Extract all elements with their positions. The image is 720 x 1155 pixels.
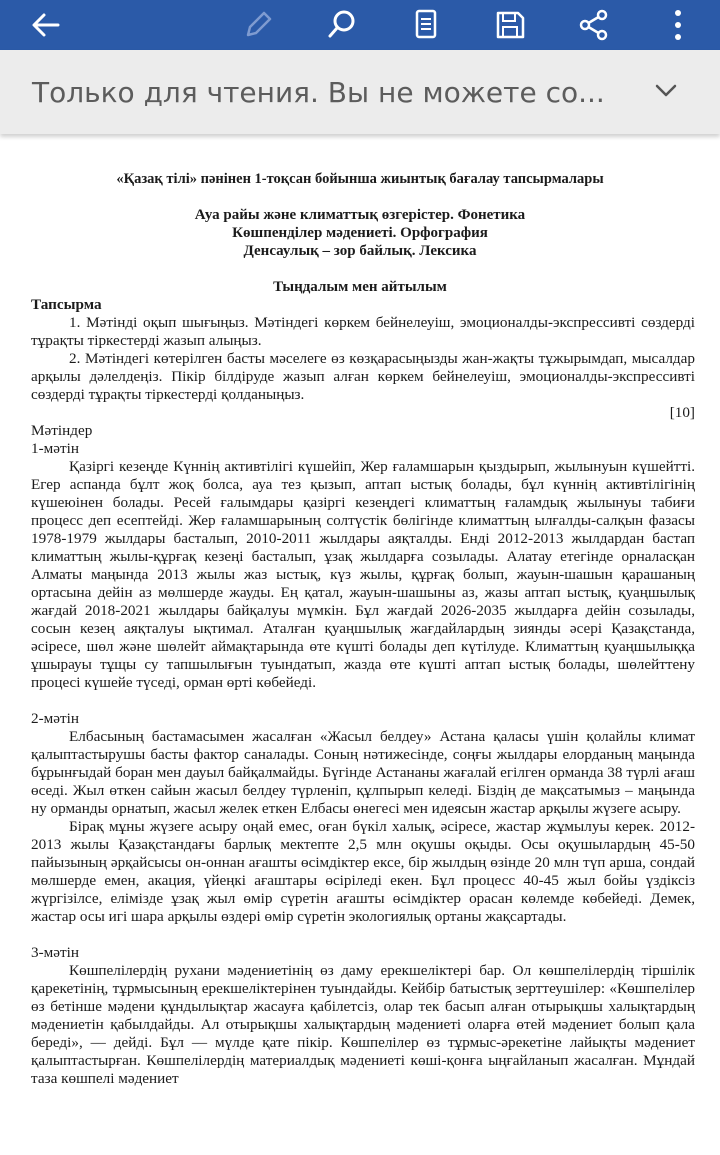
text-paragraph: Елбасының бастамасымен жасалған «Жасыл белдеу» Астана қаласы үшін қолайлы климат қалыптастырушы басты фактор саналады. Соның нәтижесінде, соңғы жылдары елорданың маңында бұрынғыдай боран мен дауыл байқалмайды. Бүгінде Астананы жағалай егілген орманда 38 түрлі ағаш өседі. Жыл өткен сайын жасыл белдеу түрленіп, құлпырып келеді. Біздің де мақсатымыз – маңында ну орманды орнатып, жасыл желек еткен Елбасы өнегесі мен идеясын жастар арқылы жүзеге асыру.: [31, 728, 695, 817]
document-page: [0, 134, 720, 1155]
task-item: 2. Мәтіндегі көтерілген басты мәселеге өз көзқарасыңызды жан-жақты тұжырымдап, мысалдар арқылы дәлелдеңіз. Пікір білдіруде жазып алған көркем бейнелеуіш, эмоционалды-экспрессивті сөздерді тұрақты тіркестерді қолданыңыз.: [31, 350, 695, 403]
document-header: «Қазақ тілі» пәнінен 1-тоқсан бойынша жиынтық бағалау тапсырмалары: [116, 171, 604, 187]
text-label: 2-мәтін: [31, 710, 79, 727]
topic-line: Ауа райы және климаттық өзгерістер. Фонетика: [194, 207, 526, 223]
texts-label: Мәтіндер: [31, 422, 93, 439]
chevron-down-icon[interactable]: [652, 76, 680, 108]
topic-line: Денсаулық – зор байлық. Лексика: [243, 243, 477, 259]
pencil-icon[interactable]: [238, 5, 278, 45]
task-label: Тапсырма: [31, 296, 102, 313]
app-toolbar: [0, 0, 720, 50]
read-only-text: Только для чтения. Вы не можете со...: [32, 75, 605, 109]
score-label: [10]: [669, 404, 695, 421]
text-paragraph: Бірақ мұны жүзеге асыру оңай емес, оған бүкіл халық, әсіресе, жастар жұмылуы керек. 2012-2013 жылы Қазақстандағы барлық мектепте 2,5 млн оқушы оқыды. Осы оқушылардың 45-50 пайызының әрқайсысы он-оннан ағашты өсімдіктер ексе, бір жылдың өзінде 20 млн түп арша, сондай мөлшерде емен, акация, үйеңкі ағаштары өсіріледі екен. Бұл процесс 40-45 жыл бойы үздіксіз жүргізілсе, елімізде ұзақ жыл өмір сүретін ағашты өсімдіктер орасан көлемде көбейеді. Демек, жастар осы игі шара арқылы өздері өмір сүретін экологиялық ортаны жақсартады.: [31, 818, 695, 925]
text-paragraph: Көшпелілердің рухани мәдениетінің өз даму ерекшеліктері бар. Ол көшпелілердің тіршілік қарекетінің, тұрмысының ерекшеліктерінен туындайды. Кейбір батыстық зерттеушілер: «Көшпелілер өз бетінше мәдени құндылықтар жасауға қабілетсіз, олар тек басып алған отырықшы халықтардың мәдениетін қабылдайды. Ал отырықшы халықтардың мәдениеті оларға өтей мәдениет болып қала береді», — дейді. Бұл — мүлде қате пікір. Көшпелілер өз тұрмыс-әрекетіне лайықты мәдениет қалыптастырған. Көшпелілердің материалдық мәдениеті көші-қонға ыңғайланып жасалған. Мұндай таза көшпелі мәдениет: [31, 962, 695, 1087]
text-paragraph: Қазіргі кезеңде Күннің активтілігі күшейіп, Жер ғаламшарын қыздырып, жылынуын күшейтті. Егер аспанда бұлт жоқ болса, ауа тез қызып, аптап ыстық болады, бұл күннің активтілігінің күшеюінен болады. Ресей ғалымдары қазіргі кезеңдегі климаттың ғаламдық жылынуы табиғи процесс деп есептейді. Жер ғаламшарының солтүстік бөлігінде климаттың ылғалды-салқын фазасы 1978-1979 жылдары басталып, 2010-2011 жылдары аяқталды. Енді 2012-2013 жылдардан бастап климаттың жылы-құрғақ кезеңі басталып, ұзақ жылдарға созылады. Алатау етегінде орналасқан Алматы маңында 2013 жылы жаз ыстық, күз жылы, құрғақ болып, жауын-шашын қарашаның ортасына дейін аз мөлшерде жауды. Ең қатал, жауын-шашыны аз, жазы аптап ыстық, қуаңшылық жағдай 2018-2021 жылдары байқалуы мүмкін. Бұл жағдай 2026-2035 жылдарға дейін созылады, сосын кезең аяқталуы ықтимал. Аталған қуаңшылық жағдайлардың зиянды әсері Қазақстанда, әсіресе, шөл және шөлейт аймақтарында өте күшті болады деп күтілуде. Климаттың қуаңшылыққа ұшырауы тұщы су тапшылығын туындатып, жазда өте күшті аптап ыстық болады, шөлейттену процесі күшейе түседі, орман өрті көбейеді.: [31, 458, 695, 691]
section-title: Тыңдалым мен айтылым: [273, 279, 447, 295]
topic-line: Көшпенділер мәдениеті. Орфография: [232, 225, 488, 241]
task-item: 1. Мәтінді оқып шығыңыз. Мәтіндегі көркем бейнелеуіш, эмоционалды-экспрессивті сөздерді тұрақты тіркестерді жазып алыңыз.: [31, 314, 695, 349]
read-only-banner[interactable]: [0, 50, 720, 134]
share-icon[interactable]: [574, 5, 614, 45]
reader-mode-icon[interactable]: [406, 5, 446, 45]
topics-block: [0, 206, 720, 260]
arrow-left-icon[interactable]: [26, 5, 66, 45]
text-label: 1-мәтін: [31, 440, 79, 457]
more-vertical-icon[interactable]: [658, 5, 698, 45]
save-icon[interactable]: [490, 5, 530, 45]
document-body: [31, 296, 695, 1088]
text-label: 3-мәтін: [31, 944, 79, 961]
search-icon[interactable]: [322, 5, 362, 45]
